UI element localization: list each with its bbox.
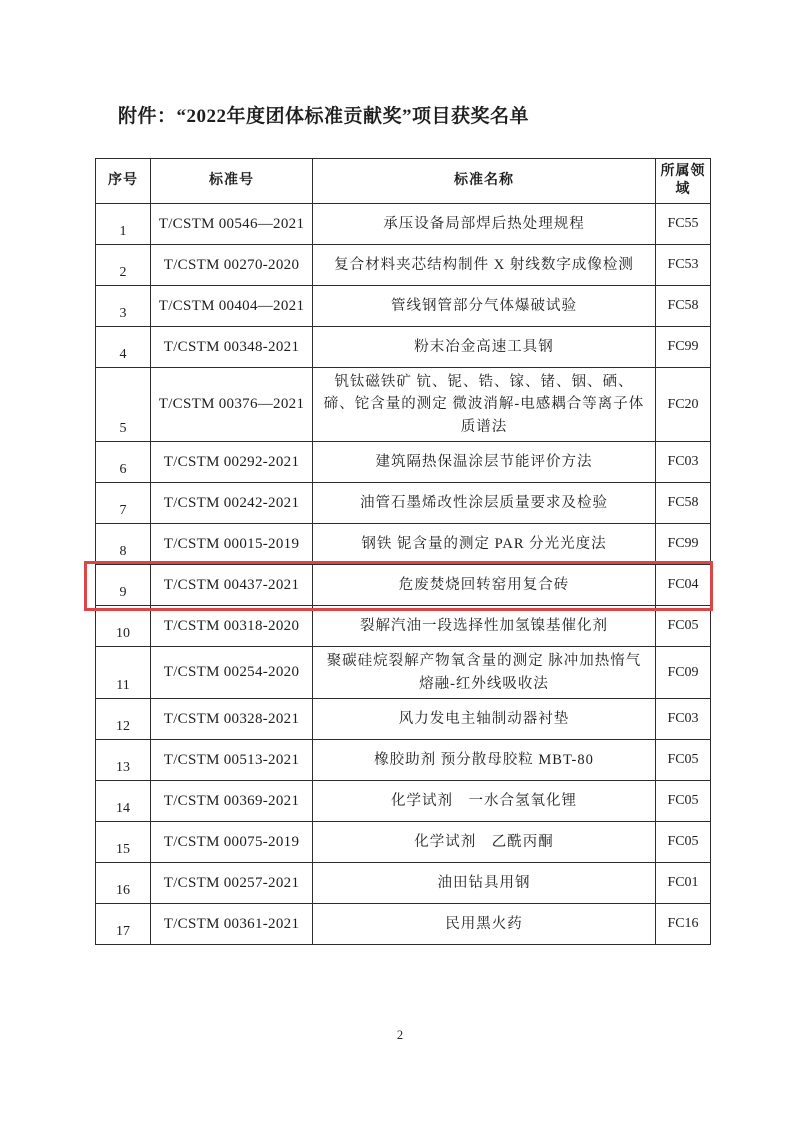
standard-name-cell: 油管石墨烯改性涂层质量要求及检验 [313, 483, 656, 524]
table-row [96, 204, 711, 245]
row-number-cell: 11 [96, 647, 151, 699]
standard-number-cell: T/CSTM 00361-2021 [151, 904, 313, 945]
awards-table [95, 158, 711, 945]
standard-name-cell: 化学试剂 乙酰丙酮 [313, 822, 656, 863]
table-row [96, 699, 711, 740]
row-number-cell: 17 [96, 904, 151, 945]
standard-number-cell: T/CSTM 00404—2021 [151, 286, 313, 327]
standard-name-cell: 化学试剂 一水合氢氧化锂 [313, 781, 656, 822]
row-number-cell: 5 [96, 368, 151, 442]
row-number-cell: 4 [96, 327, 151, 368]
standard-name-cell: 油田钻具用钢 [313, 863, 656, 904]
standard-number-cell: T/CSTM 00318-2020 [151, 606, 313, 647]
table-row [96, 327, 711, 368]
standard-name-cell: 风力发电主轴制动器衬垫 [313, 699, 656, 740]
row-number-cell: 9 [96, 565, 151, 606]
page-title: 附件：“2022年度团体标准贡献奖”项目获奖名单 [118, 106, 530, 127]
field-code-cell: FC05 [656, 781, 711, 822]
field-code-cell: FC58 [656, 286, 711, 327]
standard-number-cell: T/CSTM 00242-2021 [151, 483, 313, 524]
row-number-cell: 13 [96, 740, 151, 781]
standard-name-cell: 粉末冶金高速工具钢 [313, 327, 656, 368]
standard-name-cell: 管线钢管部分气体爆破试验 [313, 286, 656, 327]
standard-number-cell: T/CSTM 00513-2021 [151, 740, 313, 781]
row-number-cell: 16 [96, 863, 151, 904]
standard-name-cell: 裂解汽油一段选择性加氢镍基催化剂 [313, 606, 656, 647]
standard-number-cell: T/CSTM 00075-2019 [151, 822, 313, 863]
field-code-cell: FC58 [656, 483, 711, 524]
table-row [96, 483, 711, 524]
standard-number-cell: T/CSTM 00328-2021 [151, 699, 313, 740]
table-row [96, 781, 711, 822]
row-number-cell: 8 [96, 524, 151, 565]
table-row [96, 524, 711, 565]
field-code-cell: FC09 [656, 647, 711, 699]
standard-number-cell: T/CSTM 00270-2020 [151, 245, 313, 286]
standard-number-cell: T/CSTM 00254-2020 [151, 647, 313, 699]
table-row [96, 863, 711, 904]
standard-name-cell: 橡胶助剂 预分散母胶粒 MBT-80 [313, 740, 656, 781]
row-number-cell: 2 [96, 245, 151, 286]
field-code-cell: FC99 [656, 524, 711, 565]
table-row [96, 740, 711, 781]
page-number: 2 [396, 1028, 404, 1042]
row-number-cell: 7 [96, 483, 151, 524]
standard-number-cell: T/CSTM 00348-2021 [151, 327, 313, 368]
field-code-cell: FC03 [656, 442, 711, 483]
col-header-name: 标准名称 [313, 159, 656, 204]
standard-name-cell: 复合材料夹芯结构制件 X 射线数字成像检测 [313, 245, 656, 286]
row-number-cell: 1 [96, 204, 151, 245]
standard-number-cell: T/CSTM 00437-2021 [151, 565, 313, 606]
standard-name-cell: 聚碳硅烷裂解产物氧含量的测定 脉冲加热惰气熔融-红外线吸收法 [313, 647, 656, 699]
field-code-cell: FC99 [656, 327, 711, 368]
row-number-cell: 12 [96, 699, 151, 740]
col-header-std: 标准号 [151, 159, 313, 204]
standards-table-body [96, 204, 711, 945]
row-number-cell: 10 [96, 606, 151, 647]
table-row [96, 368, 711, 442]
field-code-cell: FC16 [656, 904, 711, 945]
table-row [96, 286, 711, 327]
field-code-cell: FC05 [656, 822, 711, 863]
standard-name-cell: 建筑隔热保温涂层节能评价方法 [313, 442, 656, 483]
row-number-cell: 3 [96, 286, 151, 327]
standard-name-cell: 钢铁 铌含量的测定 PAR 分光光度法 [313, 524, 656, 565]
col-header-no: 序号 [96, 159, 151, 204]
field-code-cell: FC04 [656, 565, 711, 606]
standard-number-cell: T/CSTM 00292-2021 [151, 442, 313, 483]
field-code-cell: FC05 [656, 740, 711, 781]
table-row [96, 245, 711, 286]
table-row [96, 904, 711, 945]
table-header-row [96, 159, 711, 204]
field-code-cell: FC03 [656, 699, 711, 740]
standard-number-cell: T/CSTM 00546—2021 [151, 204, 313, 245]
field-code-cell: FC05 [656, 606, 711, 647]
col-header-field: 所属领域 [656, 159, 711, 204]
standard-name-cell: 民用黑火药 [313, 904, 656, 945]
table-row [96, 606, 711, 647]
standard-number-cell: T/CSTM 00257-2021 [151, 863, 313, 904]
table-row [96, 565, 711, 606]
field-code-cell: FC53 [656, 245, 711, 286]
table-row [96, 822, 711, 863]
standard-number-cell: T/CSTM 00376—2021 [151, 368, 313, 442]
row-number-cell: 15 [96, 822, 151, 863]
row-number-cell: 14 [96, 781, 151, 822]
table-row [96, 442, 711, 483]
field-code-cell: FC20 [656, 368, 711, 442]
standard-name-cell: 承压设备局部焊后热处理规程 [313, 204, 656, 245]
field-code-cell: FC55 [656, 204, 711, 245]
standard-number-cell: T/CSTM 00015-2019 [151, 524, 313, 565]
row-number-cell: 6 [96, 442, 151, 483]
field-code-cell: FC01 [656, 863, 711, 904]
table-row [96, 647, 711, 699]
standard-name-cell: 钒钛磁铁矿 钪、铌、锆、镓、锗、铟、硒、碲、铊含量的测定 微波消解-电感耦合等离子体质谱法 [313, 368, 656, 442]
standard-number-cell: T/CSTM 00369-2021 [151, 781, 313, 822]
standard-name-cell: 危废焚烧回转窑用复合砖 [313, 565, 656, 606]
